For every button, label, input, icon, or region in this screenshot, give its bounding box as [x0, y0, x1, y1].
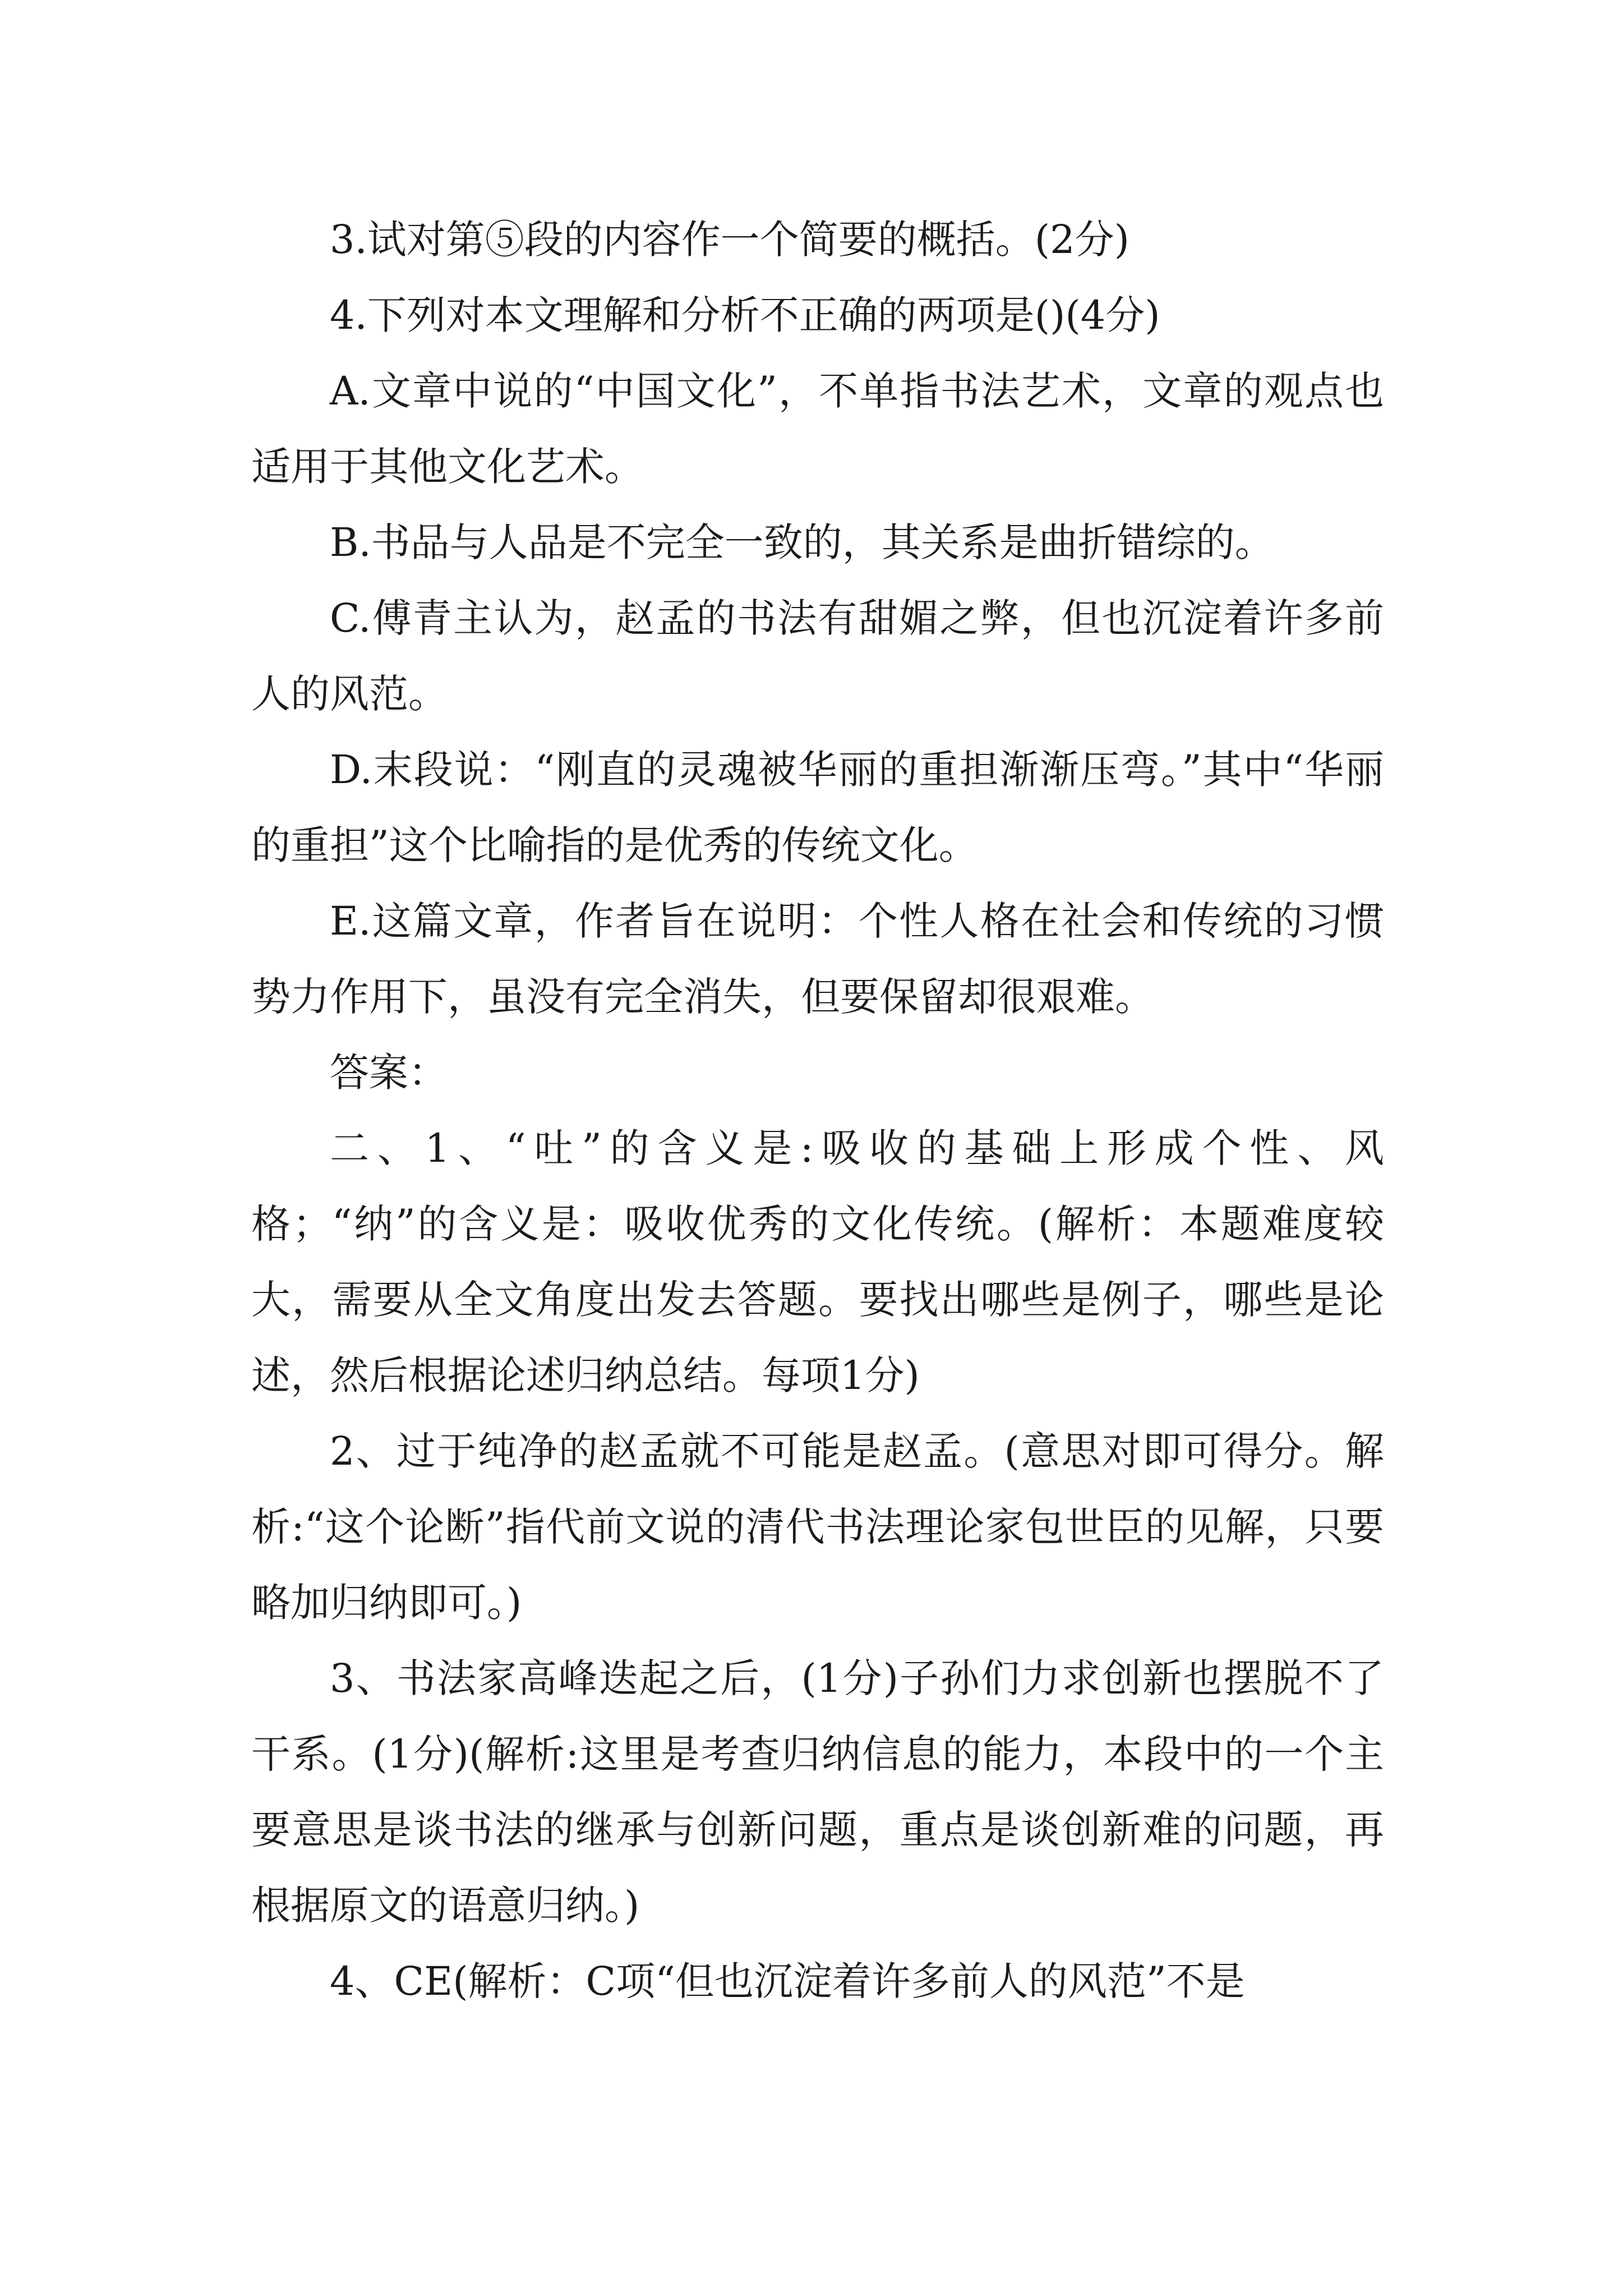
answer-3: 3、书法家高峰迭起之后，(1分)子孙们力求创新也摆脱不了干系。(1分)(解析:这里是考查归纳信息的能力，本段中的一个主要意思是谈书法的继承与创新问题，重点是谈创新难的问题，再根据原文的语意归纳。)	[251, 1655, 1384, 1929]
document-body	[251, 202, 1384, 2019]
option-a: A.文章中说的“中国文化”，不单指书法艺术，文章的观点也适用于其他文化艺术。	[251, 368, 1384, 490]
option-b: B.书品与人品是不完全一致的，其关系是曲折错综的。	[330, 519, 1274, 565]
question-4: 4.下列对本文理解和分析不正确的两项是()(4分)	[330, 292, 1160, 338]
option-d: D.末段说：“刚直的灵魂被华丽的重担渐渐压弯。”其中“华丽的重担”这个比喻指的是优秀的传统文化。	[251, 747, 1384, 868]
question-3: 3.试对第⑤段的内容作一个简要的概括。(2分)	[330, 217, 1129, 263]
answer-1: 二、1、“吐”的含义是:吸收的基础上形成个性、风格；“纳”的含义是：吸收优秀的文化传统。(解析：本题难度较大，需要从全文角度出发去答题。要找出哪些是例子，哪些是论述，然后根据论述归纳总结。每项1分)	[251, 1125, 1384, 1398]
answer-2: 2、过于纯净的赵孟就不可能是赵孟。(意思对即可得分。解析:“这个论断”指代前文说的清代书法理论家包世臣的见解，只要略加归纳即可。)	[251, 1428, 1384, 1626]
option-e: E.这篇文章，作者旨在说明：个性人格在社会和传统的习惯势力作用下，虽没有完全消失，但要保留却很艰难。	[251, 898, 1384, 1020]
answer-4: 4、CE(解析：C项“但也沉淀着许多前人的风范”不是	[330, 1958, 1245, 2004]
answer-heading: 答案：	[330, 1050, 448, 1096]
option-c: C.傅青主认为，赵孟的书法有甜媚之弊，但也沉淀着许多前人的风范。	[251, 595, 1384, 717]
